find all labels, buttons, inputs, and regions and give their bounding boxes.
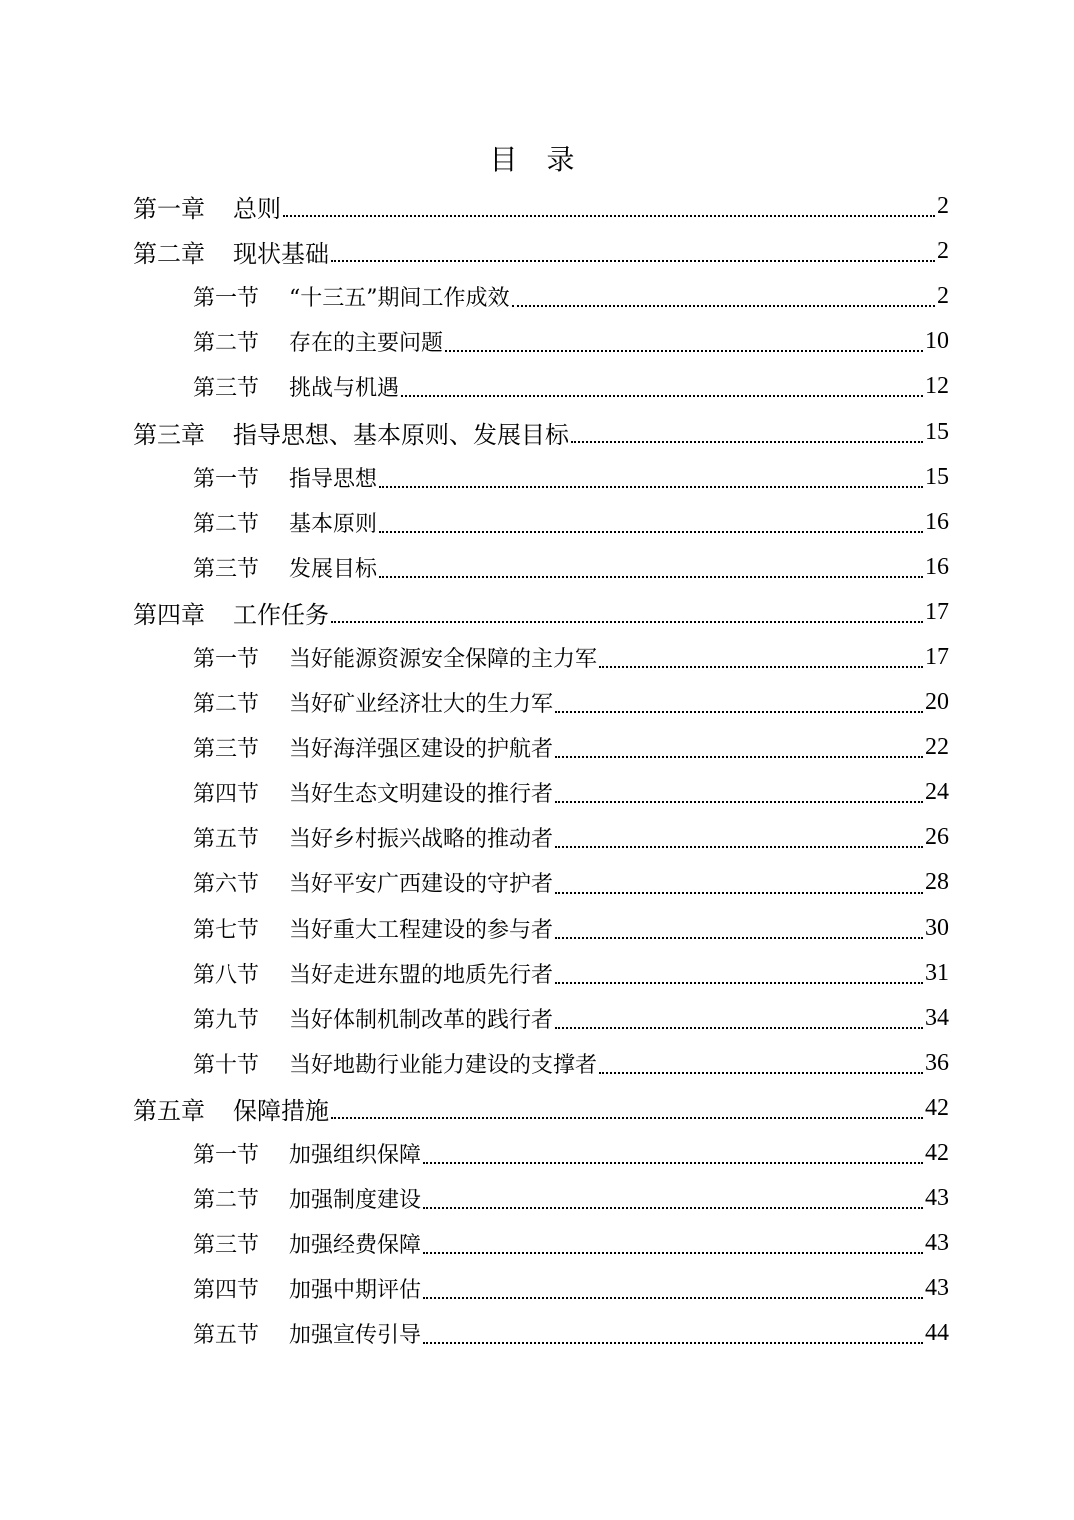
toc-page-number: 44 xyxy=(925,1320,949,1347)
toc-entry-title: 当好地勘行业能力建设的支撑者 xyxy=(289,1052,598,1078)
toc-entry-label: 第一节 xyxy=(193,1143,260,1169)
dot-leader xyxy=(379,576,923,578)
toc-title: 目 录 xyxy=(489,143,585,176)
toc-entry-title: 加强制度建设 xyxy=(289,1188,422,1214)
toc-section-entry[interactable] xyxy=(0,725,1074,770)
dot-leader xyxy=(331,260,935,262)
toc-page-number: 42 xyxy=(925,1140,949,1167)
toc-page-number: 2 xyxy=(937,238,949,265)
dot-leader xyxy=(555,801,923,803)
toc-section-entry[interactable] xyxy=(0,635,1074,680)
toc-entry-label: 第七节 xyxy=(193,917,260,943)
dot-leader xyxy=(555,711,923,713)
toc-entry-label: 第五章 xyxy=(133,1096,205,1125)
toc-entry-label: 第一章 xyxy=(133,195,205,224)
toc-page-number: 10 xyxy=(925,328,949,355)
toc-list xyxy=(0,184,1074,1356)
dot-leader xyxy=(379,486,923,488)
toc-page-number: 2 xyxy=(937,193,949,220)
toc-entry-title: “十三五”期间工作成效 xyxy=(289,286,510,312)
toc-page-number: 42 xyxy=(925,1094,949,1121)
toc-entry-title: 当好乡村振兴战略的推动者 xyxy=(289,827,554,853)
dot-leader xyxy=(445,350,923,352)
dot-leader xyxy=(555,756,923,758)
dot-leader xyxy=(423,1252,923,1254)
toc-entry-label: 第一节 xyxy=(193,286,260,312)
toc-entry-label: 第八节 xyxy=(193,962,260,988)
toc-entry-label: 第二节 xyxy=(193,331,260,357)
toc-entry-label: 第四节 xyxy=(193,1278,260,1304)
toc-entry-title: 当好体制机制改革的践行者 xyxy=(289,1007,554,1033)
toc-entry-title: 当好走进东盟的地质先行者 xyxy=(289,962,554,988)
toc-entry-label: 第四节 xyxy=(193,782,260,808)
toc-entry-title: 发展目标 xyxy=(289,556,378,582)
toc-entry-title: 存在的主要问题 xyxy=(289,331,444,357)
toc-entry-title: 当好能源资源安全保障的主力军 xyxy=(289,646,598,672)
toc-page-number: 28 xyxy=(925,869,949,896)
dot-leader xyxy=(555,892,923,894)
toc-section-entry[interactable] xyxy=(0,1311,1074,1356)
toc-section-entry[interactable] xyxy=(0,364,1074,409)
toc-entry-label: 第三节 xyxy=(193,556,260,582)
toc-section-entry[interactable] xyxy=(0,319,1074,364)
dot-leader xyxy=(331,621,923,623)
dot-leader xyxy=(555,846,923,848)
toc-page-number: 2 xyxy=(937,283,949,310)
toc-entry-label: 第一节 xyxy=(193,466,260,492)
toc-entry-label: 第三章 xyxy=(133,420,205,449)
toc-chapter-entry[interactable] xyxy=(0,184,1074,229)
toc-entry-title: 指导思想 xyxy=(289,466,378,492)
toc-section-entry[interactable] xyxy=(0,815,1074,860)
toc-section-entry[interactable] xyxy=(0,545,1074,590)
toc-chapter-entry[interactable] xyxy=(0,229,1074,274)
toc-entry-label: 第二节 xyxy=(193,511,260,537)
toc-section-entry[interactable] xyxy=(0,500,1074,545)
toc-entry-label: 第二节 xyxy=(193,1188,260,1214)
toc-entry-title: 加强组织保障 xyxy=(289,1143,422,1169)
toc-section-entry[interactable] xyxy=(0,1176,1074,1221)
toc-section-entry[interactable] xyxy=(0,951,1074,996)
dot-leader xyxy=(401,395,923,397)
toc-entry-title: 工作任务 xyxy=(233,600,329,629)
toc-section-entry[interactable] xyxy=(0,1266,1074,1311)
toc-section-entry[interactable] xyxy=(0,770,1074,815)
toc-page-number: 15 xyxy=(925,463,949,490)
toc-entry-title: 总则 xyxy=(233,195,281,224)
toc-section-entry[interactable] xyxy=(0,680,1074,725)
dot-leader xyxy=(423,1297,923,1299)
toc-entry-label: 第十节 xyxy=(193,1052,260,1078)
toc-page-number: 16 xyxy=(925,508,949,535)
toc-section-entry[interactable] xyxy=(0,1221,1074,1266)
toc-entry-title: 当好生态文明建设的推行者 xyxy=(289,782,554,808)
toc-entry-title: 当好重大工程建设的参与者 xyxy=(289,917,554,943)
toc-entry-label: 第二节 xyxy=(193,692,260,718)
toc-section-entry[interactable] xyxy=(0,996,1074,1041)
toc-section-entry[interactable] xyxy=(0,906,1074,951)
toc-entry-title: 加强宣传引导 xyxy=(289,1323,422,1349)
toc-entry-label: 第三节 xyxy=(193,376,260,402)
toc-page-number: 26 xyxy=(925,824,949,851)
dot-leader xyxy=(379,531,923,533)
toc-section-entry[interactable] xyxy=(0,1041,1074,1086)
toc-page-number: 43 xyxy=(925,1275,949,1302)
toc-entry-label: 第三节 xyxy=(193,737,260,763)
toc-entry-title: 挑战与机遇 xyxy=(289,376,400,402)
toc-page-number: 16 xyxy=(925,553,949,580)
toc-page-number: 34 xyxy=(925,1004,949,1031)
toc-entry-label: 第九节 xyxy=(193,1007,260,1033)
toc-entry-title: 当好矿业经济壮大的生力军 xyxy=(289,692,554,718)
toc-entry-title: 加强经费保障 xyxy=(289,1233,422,1259)
dot-leader xyxy=(599,1072,923,1074)
toc-page-number: 36 xyxy=(925,1049,949,1076)
toc-entry-title: 指导思想、基本原则、发展目标 xyxy=(233,420,569,449)
toc-entry-label: 第五节 xyxy=(193,1323,260,1349)
toc-page-number: 17 xyxy=(925,598,949,625)
toc-entry-label: 第二章 xyxy=(133,240,205,269)
dot-leader xyxy=(555,1027,923,1029)
toc-chapter-entry[interactable] xyxy=(0,1086,1074,1131)
toc-entry-title: 保障措施 xyxy=(233,1096,329,1125)
toc-section-entry[interactable] xyxy=(0,274,1074,319)
dot-leader xyxy=(555,937,923,939)
toc-page-number: 17 xyxy=(925,643,949,670)
toc-entry-label: 第三节 xyxy=(193,1233,260,1259)
toc-page-number: 30 xyxy=(925,914,949,941)
dot-leader xyxy=(423,1207,923,1209)
toc-page-number: 31 xyxy=(925,959,949,986)
toc-entry-label: 第五节 xyxy=(193,827,260,853)
dot-leader xyxy=(571,441,923,443)
toc-section-entry[interactable] xyxy=(0,1131,1074,1176)
toc-section-entry[interactable] xyxy=(0,860,1074,905)
dot-leader xyxy=(599,666,923,668)
toc-chapter-entry[interactable] xyxy=(0,590,1074,635)
dot-leader xyxy=(423,1342,923,1344)
toc-entry-title: 现状基础 xyxy=(233,240,329,269)
dot-leader xyxy=(423,1162,923,1164)
toc-entry-title: 当好海洋强区建设的护航者 xyxy=(289,737,554,763)
toc-page-number: 20 xyxy=(925,689,949,716)
dot-leader xyxy=(555,982,923,984)
toc-entry-title: 加强中期评估 xyxy=(289,1278,422,1304)
toc-entry-label: 第一节 xyxy=(193,646,260,672)
toc-chapter-entry[interactable] xyxy=(0,409,1074,454)
toc-page-number: 43 xyxy=(925,1185,949,1212)
toc-entry-title: 基本原则 xyxy=(289,511,378,537)
toc-page-number: 24 xyxy=(925,779,949,806)
toc-page-number: 22 xyxy=(925,734,949,761)
dot-leader xyxy=(283,215,935,217)
toc-entry-title: 当好平安广西建设的守护者 xyxy=(289,872,554,898)
toc-section-entry[interactable] xyxy=(0,455,1074,500)
toc-page-number: 12 xyxy=(925,373,949,400)
toc-page-number: 15 xyxy=(925,418,949,445)
dot-leader xyxy=(512,305,935,307)
toc-page-number: 43 xyxy=(925,1230,949,1257)
dot-leader xyxy=(331,1117,923,1119)
toc-entry-label: 第六节 xyxy=(193,872,260,898)
toc-entry-label: 第四章 xyxy=(133,600,205,629)
